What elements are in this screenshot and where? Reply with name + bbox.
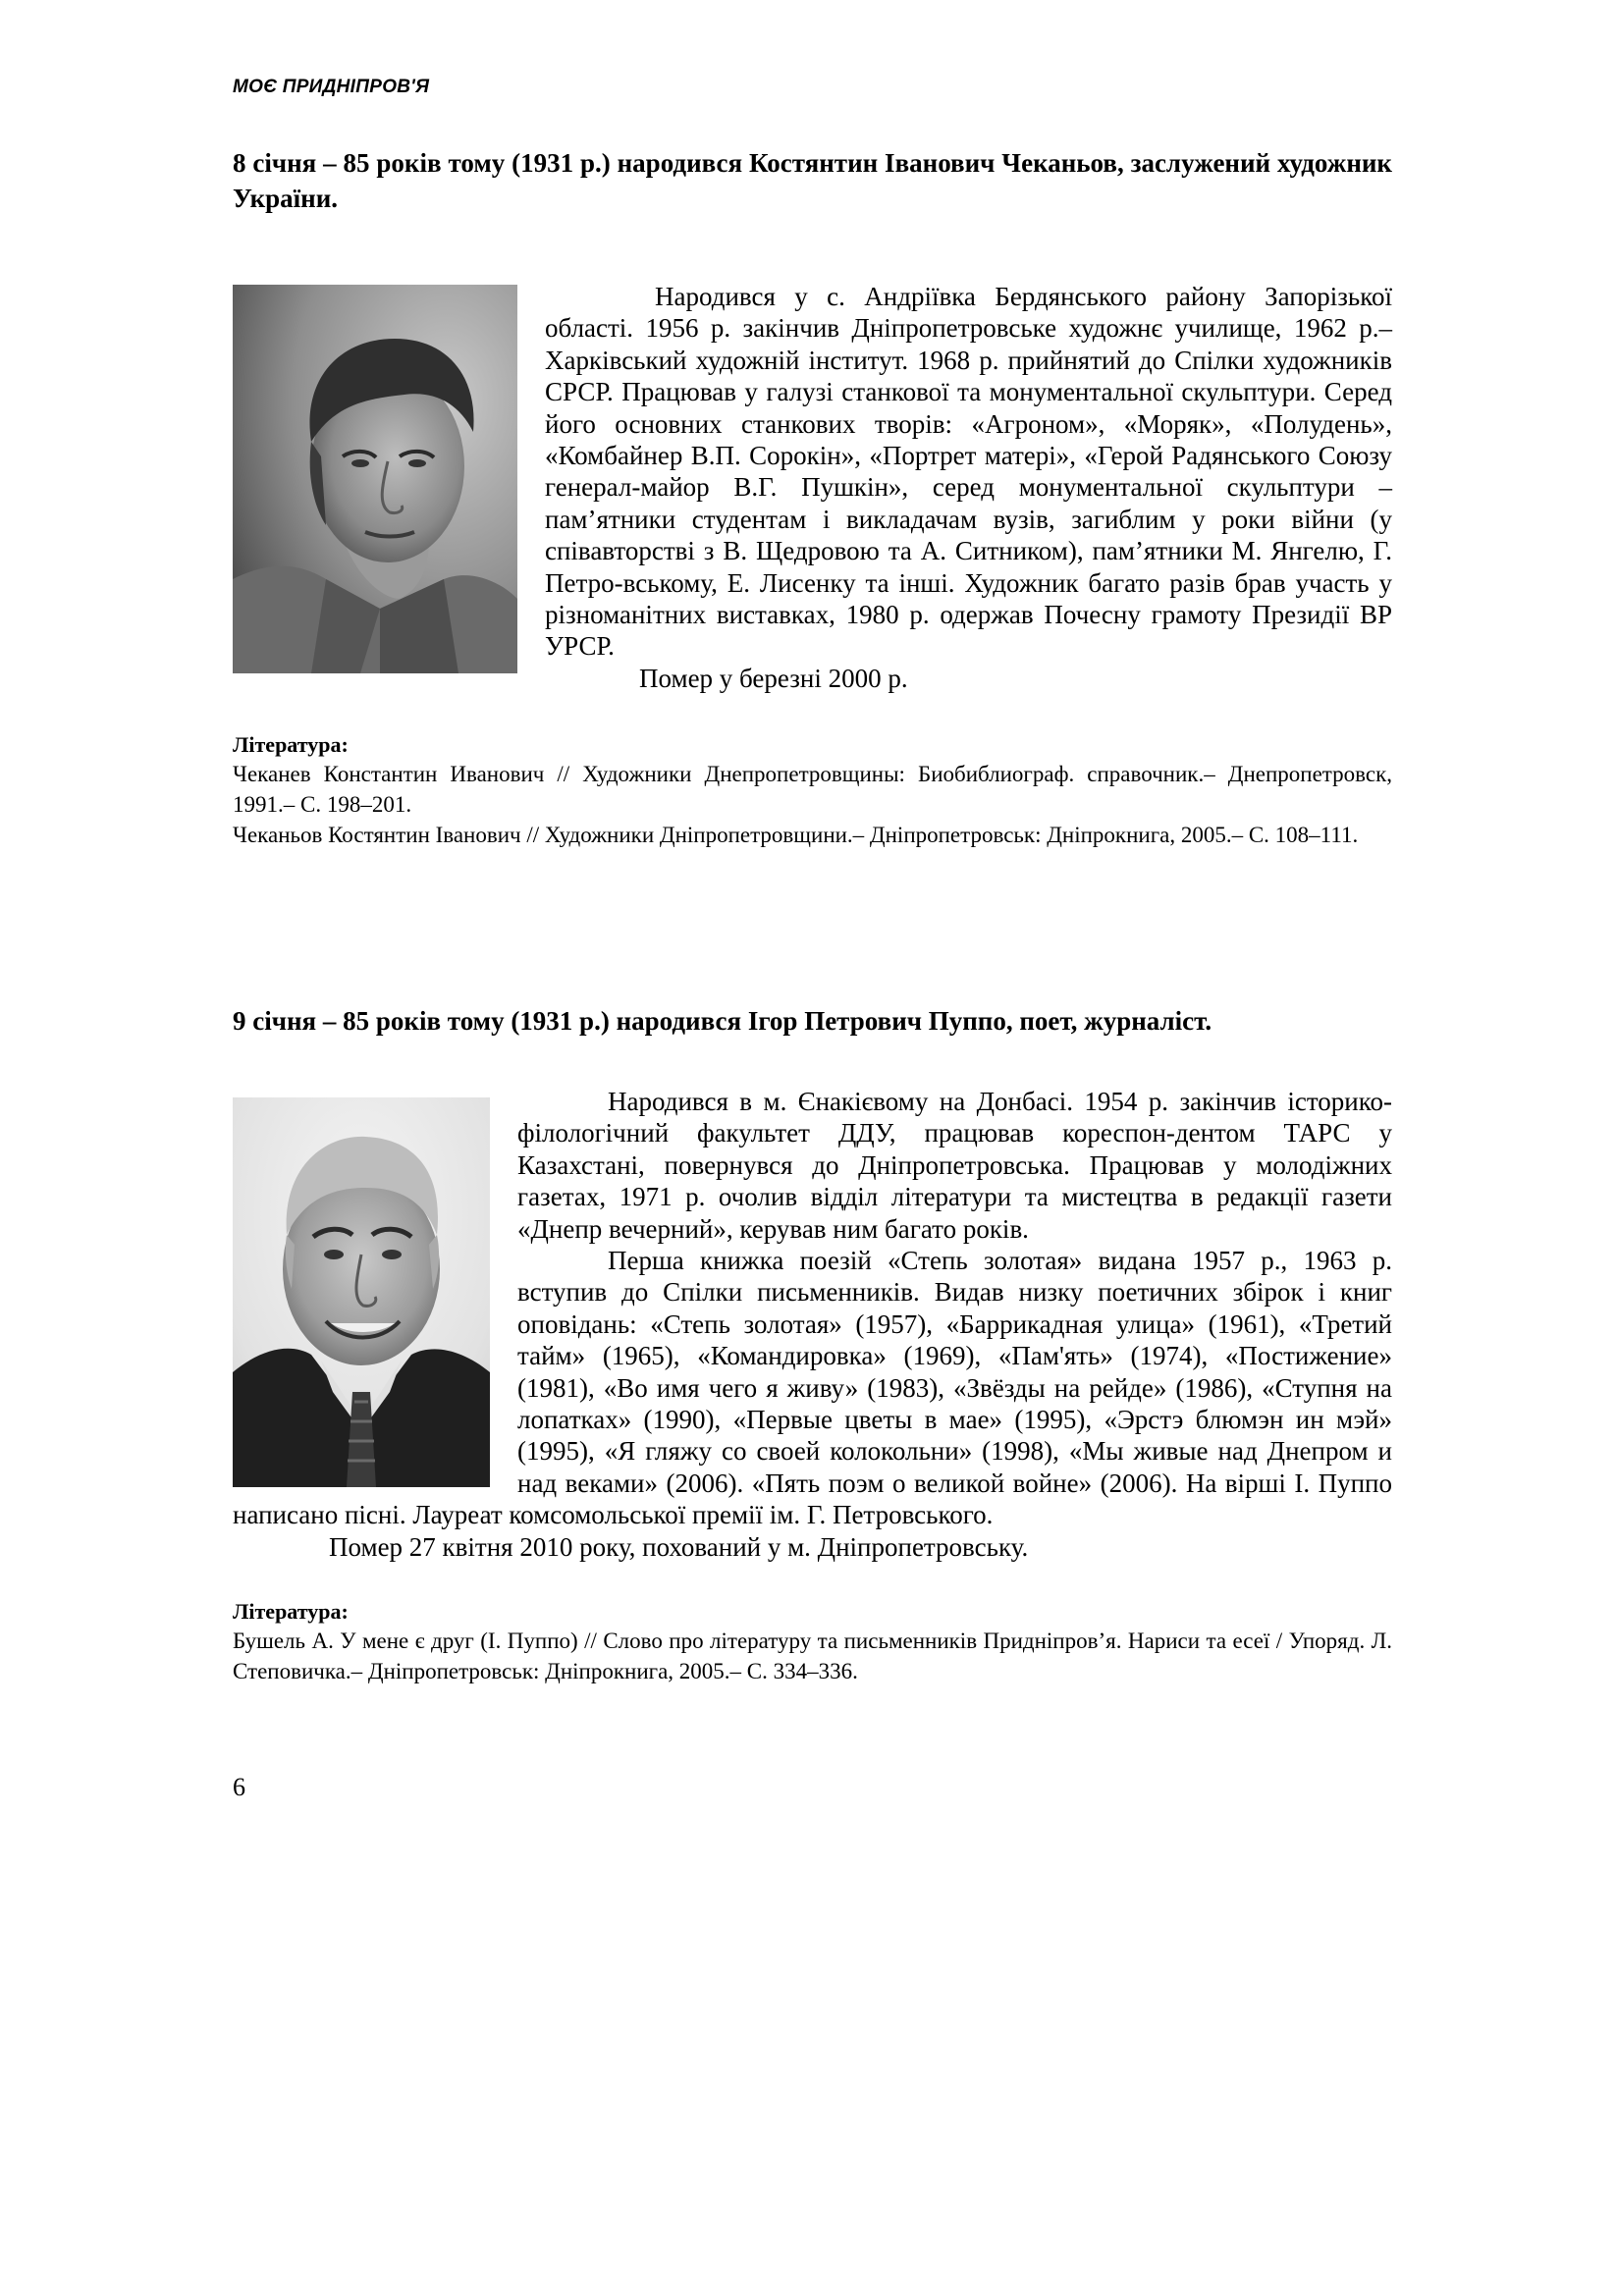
entry-body: [233, 1086, 1392, 1563]
entry-paragraph-death: Помер у березні 2000 р.: [639, 663, 908, 693]
entry-body: [233, 281, 1392, 694]
running-head: МОЄ ПРИДНІПРОВ'Я: [233, 77, 430, 97]
portrait-photo-chekanov: [233, 285, 517, 673]
page-number: 6: [233, 1773, 245, 1801]
entry-paragraph: Перша книжка поезій «Степь золотая» видана 1957 р., 1963 р. вступив до Спілки письменників. Видав низку поетичних збірок і книг оповідань: «Степь золотая» (1957), «Баррикадная улица» (1961), «Третий тайм» (1965), «Командировка» (1969), «Пам'ять» (1974), «Постижение» (1981), «Во имя чего я живу» (1983), «Звёзды на рейде» (1986), «Ступня на лопатках» (1990), «Первые цветы в мае» (1995), «Эрстэ блюмэн ин мэй» (1995), «Я гляжу со своей колокольни» (1998), «Мы живые над Днепром и над веками» (2006). «Пять поэм о великой войне» (2006). На вірші І. Пуппо написано пісні. Лауреат комсомольської премії ім. Г. Петровського.: [233, 1246, 1392, 1530]
entry-title: 9 січня – 85 років тому (1931 р.) народився Ігор Петрович Пуппо, поет, журналіст.: [233, 1006, 1212, 1036]
entry-paragraph: Народився у с. Андріївка Бердянського району Запорізької області. 1956 р. закінчив Дніпропетровське художнє училище, 1962 р.– Харківський художній інститут. 1968 р. прийнятий до Спілки художників СРСР. Працював у галузі станкової та монументальної скульптури. Серед його основних станкових творів: «Агроном», «Моряк», «Полудень», «Комбайнер В.П. Сорокін», «Портрет матері», «Герой Радянського Союзу генерал-майор В.Г. Пушкін», серед монументальної скульптури – пам’ятники студентам і викладачам вузів, загиблим у роки війни (у співавторстві з В. Щедровою та А. Ситником), пам’ятники М. Янгелю, Г. Петро-вському, Е. Лисенку та інші. Художник багато разів брав участь у різноманітних виставках, 1980 р. одержав Почесну грамоту Президії ВР УРСР.: [545, 282, 1392, 662]
entry-puppo: [233, 1003, 1392, 1686]
literature-item: Чеканьов Костянтин Іванович // Художники Дніпропетровщини.– Дніпропетровськ: Дніпрокнига, 2005.– С. 108–111.: [233, 823, 1359, 848]
literature-heading: Література:: [233, 732, 349, 758]
portrait-image: [233, 1097, 490, 1487]
entry-paragraph-death: Помер 27 квітня 2010 року, похований у м. Дніпропетровську.: [329, 1531, 1029, 1562]
entry-title: 8 січня – 85 років тому (1931 р.) народився Костянтин Іванович Чеканьов, заслужений художник України.: [233, 148, 1392, 213]
literature-section: [233, 1598, 1392, 1686]
portrait-image: [233, 285, 517, 673]
entry-chekanov: [233, 145, 1392, 850]
literature-section: [233, 731, 1392, 850]
portrait-photo-puppo: [233, 1097, 490, 1487]
literature-item: Чеканев Константин Иванович // Художники Днепропетровщины: Биобиблиограф. справочник.– Днепропетровск, 1991.– С. 198–201.: [233, 762, 1392, 818]
literature-heading: Література:: [233, 1599, 349, 1625]
literature-item: Бушель А. У мене є друг (І. Пуппо) // Слово про літературу та письменників Придніпров’я. Нариси та есеї / Упоряд. Л. Степовичка.– Дніпропетровськ: Дніпрокнига, 2005.– С. 334–336.: [233, 1629, 1392, 1684]
entry-paragraph: Народився в м. Єнакієвому на Донбасі. 1954 р. закінчив історико-філологічний факультет ДДУ, працював кореспон-дентом ТАРС у Казахстані, повернувся до Дніпропетровська. Працював у молодіжних газетах, 1971 р. очолив відділ літератури та мистецтва в редакції газети «Днепр вечерний», керував ним багато років.: [517, 1087, 1392, 1244]
